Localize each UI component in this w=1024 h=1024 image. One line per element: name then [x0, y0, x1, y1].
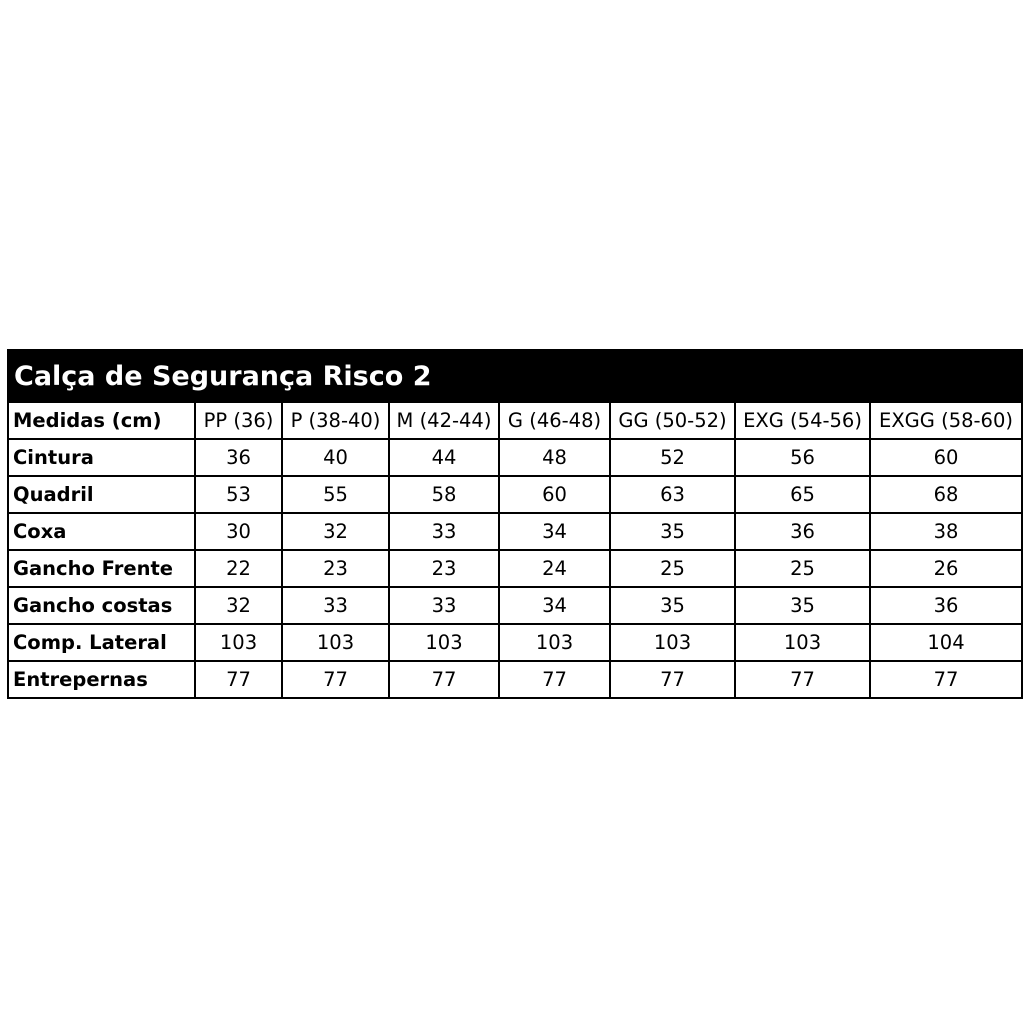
table-cell: 103	[389, 624, 499, 661]
table-cell: 53	[195, 476, 282, 513]
table-cell: 36	[195, 439, 282, 476]
table-cell: 48	[499, 439, 610, 476]
table-row	[8, 624, 1022, 661]
row-label: Entrepernas	[8, 661, 195, 698]
size-header: EXG (54-56)	[735, 402, 870, 439]
table-cell: 63	[610, 476, 735, 513]
size-header: M (42-44)	[389, 402, 499, 439]
size-header: G (46-48)	[499, 402, 610, 439]
row-label: Comp. Lateral	[8, 624, 195, 661]
size-header: EXGG (58-60)	[870, 402, 1022, 439]
table-cell: 32	[282, 513, 389, 550]
table-cell: 33	[389, 587, 499, 624]
table-cell: 103	[282, 624, 389, 661]
table-cell: 103	[610, 624, 735, 661]
table-cell: 35	[610, 513, 735, 550]
size-chart-table	[7, 349, 1023, 699]
table-cell: 23	[389, 550, 499, 587]
header-row	[8, 402, 1022, 439]
table-cell: 25	[610, 550, 735, 587]
row-label: Gancho costas	[8, 587, 195, 624]
table-row	[8, 550, 1022, 587]
title-row	[8, 350, 1022, 402]
table-cell: 36	[735, 513, 870, 550]
table-cell: 77	[610, 661, 735, 698]
table-cell: 103	[499, 624, 610, 661]
table-cell: 36	[870, 587, 1022, 624]
table-cell: 35	[610, 587, 735, 624]
table-cell: 26	[870, 550, 1022, 587]
table-cell: 60	[870, 439, 1022, 476]
table-cell: 24	[499, 550, 610, 587]
table-cell: 32	[195, 587, 282, 624]
row-label: Gancho Frente	[8, 550, 195, 587]
row-label: Coxa	[8, 513, 195, 550]
table-cell: 56	[735, 439, 870, 476]
size-header: GG (50-52)	[610, 402, 735, 439]
table-cell: 104	[870, 624, 1022, 661]
table-cell: 60	[499, 476, 610, 513]
table-cell: 52	[610, 439, 735, 476]
table-cell: 34	[499, 513, 610, 550]
table-cell: 40	[282, 439, 389, 476]
table-cell: 77	[389, 661, 499, 698]
row-label: Cintura	[8, 439, 195, 476]
table-cell: 68	[870, 476, 1022, 513]
row-label: Quadril	[8, 476, 195, 513]
table-cell: 77	[870, 661, 1022, 698]
table-row	[8, 439, 1022, 476]
table-cell: 22	[195, 550, 282, 587]
table-row	[8, 587, 1022, 624]
table-cell: 77	[195, 661, 282, 698]
table-cell: 33	[389, 513, 499, 550]
table-title: Calça de Segurança Risco 2	[8, 350, 1022, 402]
table-cell: 33	[282, 587, 389, 624]
table-cell: 77	[282, 661, 389, 698]
table-cell: 58	[389, 476, 499, 513]
table-cell: 44	[389, 439, 499, 476]
size-header: PP (36)	[195, 402, 282, 439]
table-cell: 77	[499, 661, 610, 698]
table-cell: 103	[735, 624, 870, 661]
table-cell: 23	[282, 550, 389, 587]
table-cell: 35	[735, 587, 870, 624]
table-row	[8, 513, 1022, 550]
corner-label: Medidas (cm)	[8, 402, 195, 439]
table-cell: 34	[499, 587, 610, 624]
table-cell: 25	[735, 550, 870, 587]
table-cell: 30	[195, 513, 282, 550]
size-header: P (38-40)	[282, 402, 389, 439]
table-cell: 55	[282, 476, 389, 513]
table-cell: 77	[735, 661, 870, 698]
table-row	[8, 661, 1022, 698]
table-cell: 38	[870, 513, 1022, 550]
table-cell: 103	[195, 624, 282, 661]
table-row	[8, 476, 1022, 513]
table-cell: 65	[735, 476, 870, 513]
